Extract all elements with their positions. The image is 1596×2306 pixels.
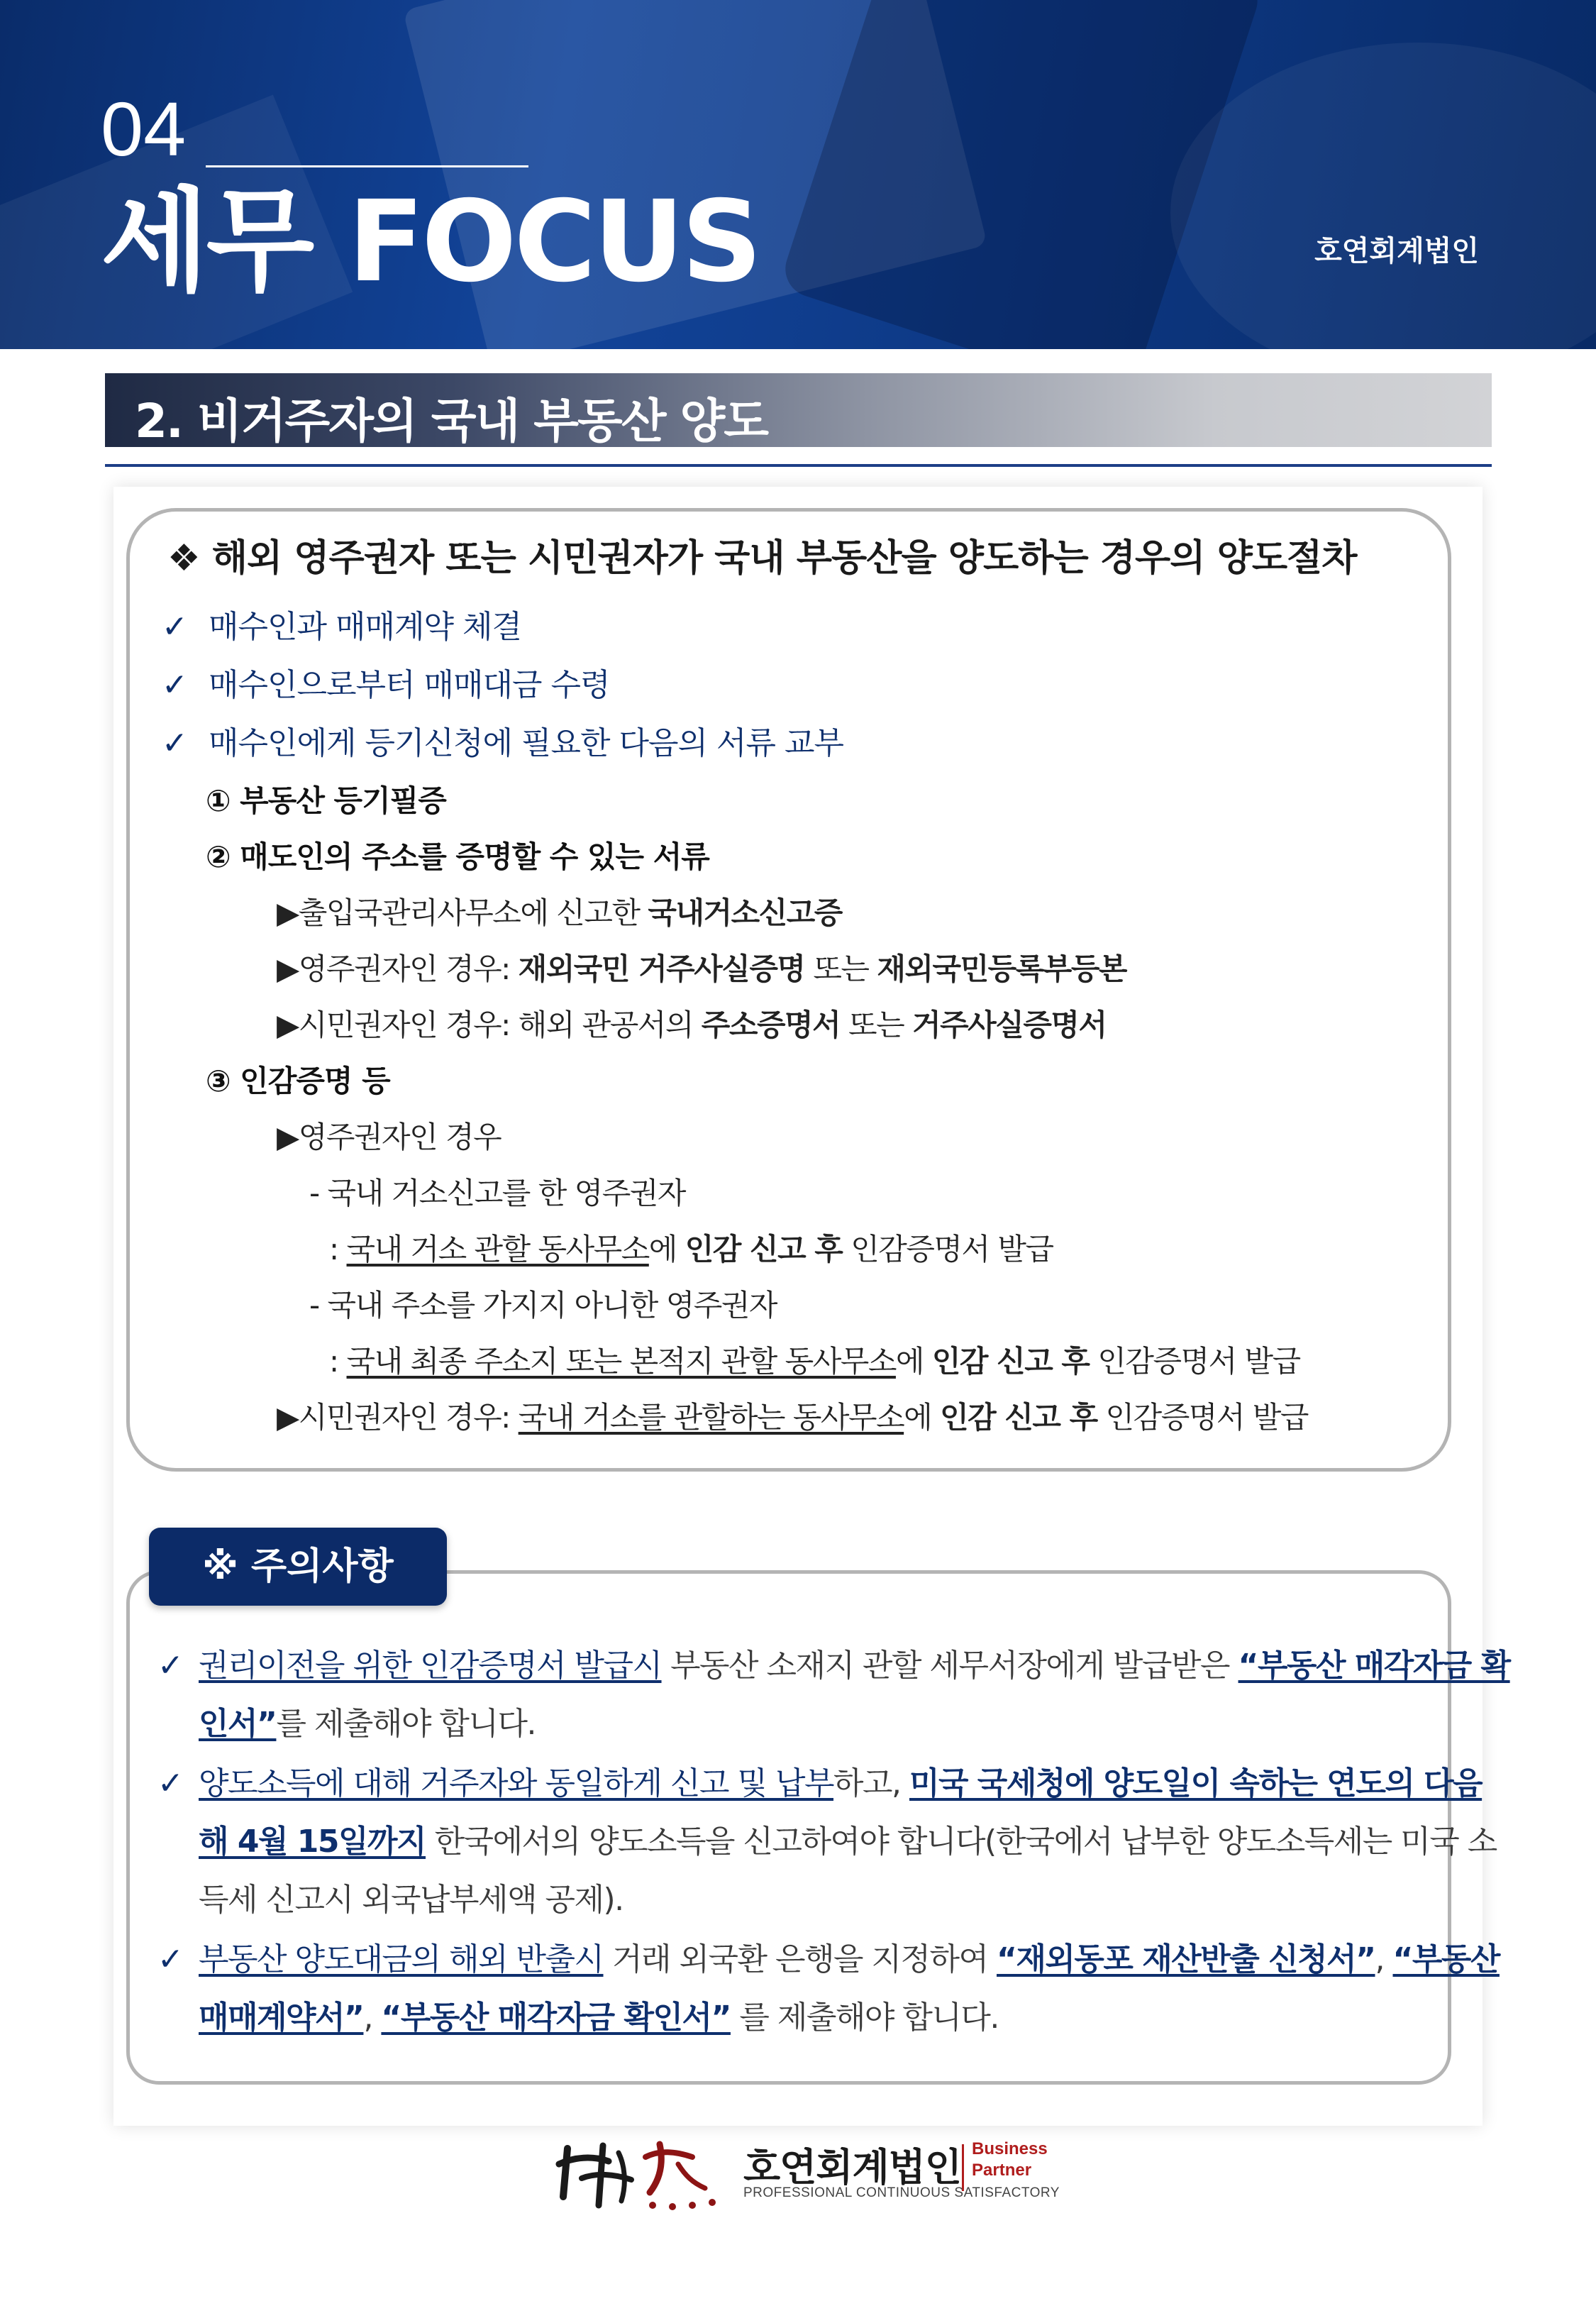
sub-text: 또는 [804, 951, 877, 986]
note-text: 하고, [833, 1765, 909, 1802]
note-text: 를 제출해야 합니다. [730, 1999, 999, 2036]
sub-text: : [329, 1232, 347, 1267]
sub-text: 에 [895, 1344, 932, 1379]
procedure-heading [167, 536, 1357, 580]
footer-firm-name: 호연회계법인 [743, 2145, 961, 2190]
note-text: , [1375, 1941, 1393, 1977]
sub-text: 인감증명서 발급 [842, 1232, 1053, 1267]
note-bold: 매매계약서” [199, 1999, 364, 2036]
check-icon: ✓ [162, 609, 188, 645]
sub-underline: 국내 최종 주소지 또는 본적지 관할 동사무소 [346, 1344, 896, 1379]
footer-business-partner [972, 2139, 1048, 2181]
note-bold: 인서” [199, 1706, 277, 1742]
diamond-bullet-icon: ❖ [167, 537, 200, 580]
check-icon: ✓ [157, 1941, 184, 1977]
doc-sub-item [277, 895, 842, 931]
sub-text: ▶시민권자인 경우: 해외 관공서의 [277, 1008, 702, 1042]
doc-item-1: ① 부동산 등기필증 [206, 783, 446, 818]
sub-bold: 거주사실증명서 [912, 1008, 1107, 1042]
sub-bold: 주소증명서 [701, 1008, 841, 1042]
note-text: 한국에서의 양도소득을 신고하여야 합니다(한국에서 납부한 양도소득세는 미국 소 [426, 1824, 1497, 1860]
doc-sub-item: - 국내 거소신고를 한 영주권자 [309, 1176, 685, 1210]
note-bold: “부동산 [1392, 1941, 1500, 1977]
sub-text: ▶시민권자인 경우: [277, 1400, 519, 1435]
note-text: 거래 외국환 은행을 지정하여 [603, 1941, 997, 1977]
doc-sub-item [329, 1232, 1053, 1267]
caution-note-3 [199, 1941, 1500, 1979]
sub-text: ▶출입국관리사무소에 신고한 [277, 895, 648, 930]
sub-text: : [329, 1344, 347, 1379]
sub-underline: 국내 거소를 관할하는 동사무소 [518, 1400, 904, 1435]
check-icon: ✓ [162, 667, 188, 703]
note-underline: 양도소득에 대해 거주자와 동일하게 신고 및 납부 [199, 1765, 833, 1802]
section-title: 2. 비거주자의 국내 부동산 양도 [135, 394, 767, 448]
sub-bold: 인감 신고 후 [940, 1400, 1097, 1435]
doc-sub-item [277, 1400, 1308, 1435]
sub-bold: 인감 신고 후 [931, 1344, 1090, 1379]
doc-sub-item [329, 1344, 1300, 1379]
caution-note-1 [199, 1648, 1510, 1685]
caution-label: ※ 주의사항 [149, 1528, 447, 1606]
footer-bp-line: Partner [972, 2161, 1032, 2180]
sub-text: 에 [904, 1400, 941, 1435]
sub-text: 인감증명서 발급 [1097, 1400, 1308, 1435]
doc-item-3: ③ 인감증명 등 [206, 1064, 390, 1098]
sub-bold: 인감 신고 후 [685, 1232, 843, 1267]
sub-text: 또는 [840, 1008, 913, 1042]
section-header [105, 373, 1492, 447]
step-text: 매수인으로부터 매매대금 수령 [208, 667, 610, 703]
note-bold: “재외동포 재산반출 신청서” [997, 1941, 1375, 1977]
step-item [162, 725, 843, 763]
check-icon [157, 1941, 184, 1979]
issue-number: 04 [101, 86, 187, 172]
note-bold: “부동산 매각자금 확인서” [381, 1999, 731, 2036]
sub-underline: 국내 거소 관할 동사무소 [346, 1232, 649, 1267]
caution-note-3-cont [199, 1999, 999, 2037]
footer-tagline: PROFESSIONAL CONTINUOUS SATISFACTORY [743, 2185, 1060, 2200]
sub-text: ▶영주권자인 경우: [277, 951, 519, 986]
check-icon: ✓ [157, 1765, 184, 1802]
header-banner [0, 0, 1596, 349]
doc-sub-item [277, 951, 1126, 987]
sub-text: 인감증명서 발급 [1089, 1344, 1300, 1379]
step-item [162, 609, 521, 646]
sub-bold: 국내거소신고증 [648, 895, 842, 930]
issue-underline [206, 165, 528, 167]
check-icon [157, 1648, 184, 1685]
note-bold: 해 4월 15일까지 [199, 1824, 426, 1860]
banner-photo-shape [1170, 43, 1596, 349]
note-text: 부동산 소재지 관할 세무서장에게 발급받은 [661, 1648, 1238, 1684]
caution-note-2-cont [199, 1824, 1497, 1861]
note-bold: 미국 국세청에 양도일이 속하는 연도의 다음 [909, 1765, 1483, 1802]
note-text: 를 제출해야 합니다. [276, 1706, 536, 1742]
doc-sub-item: - 국내 주소를 가지지 아니한 영주권자 [309, 1288, 777, 1323]
step-text: 매수인에게 등기신청에 필요한 다음의 서류 교부 [208, 725, 843, 761]
sub-bold: 재외국민 거주사실증명 [518, 951, 805, 986]
doc-item-2: ② 매도인의 주소를 증명할 수 있는 서류 [206, 839, 709, 874]
doc-sub-item: ▶영주권자인 경우 [277, 1120, 501, 1154]
caution-note-1-cont [199, 1706, 536, 1743]
footer-divider [962, 2144, 964, 2191]
footer-bp-line: Business [972, 2139, 1048, 2158]
check-icon: ✓ [157, 1648, 184, 1684]
section-divider [105, 464, 1492, 467]
procedure-heading-text: 해외 영주권자 또는 시민권자가 국내 부동산을 양도하는 경우의 양도절차 [211, 537, 1357, 580]
note-bold: “부동산 매각자금 확 [1238, 1648, 1510, 1684]
note-underline: 권리이전을 위한 인감증명서 발급시 [199, 1648, 662, 1684]
caution-note-2-cont: 득세 신고시 외국납부세액 공제). [199, 1882, 624, 1918]
note-text: , [363, 1999, 382, 2036]
doc-sub-item [277, 1008, 1107, 1043]
step-item [162, 667, 610, 705]
note-underline: 부동산 양도대금의 해외 반출시 [199, 1941, 604, 1977]
caution-note-2 [199, 1765, 1482, 1803]
check-icon [157, 1765, 184, 1803]
sub-bold: 재외국민등록부등본 [877, 951, 1127, 986]
step-text: 매수인과 매매계약 체결 [208, 609, 521, 645]
check-icon: ✓ [162, 725, 188, 761]
page-title: 세무 FOCUS [101, 177, 760, 307]
firm-name: 호연회계법인 [1314, 235, 1479, 267]
firm-calligraphy-logo [553, 2136, 738, 2214]
sub-text: 에 [648, 1232, 685, 1267]
procedure-box [126, 508, 1451, 1472]
